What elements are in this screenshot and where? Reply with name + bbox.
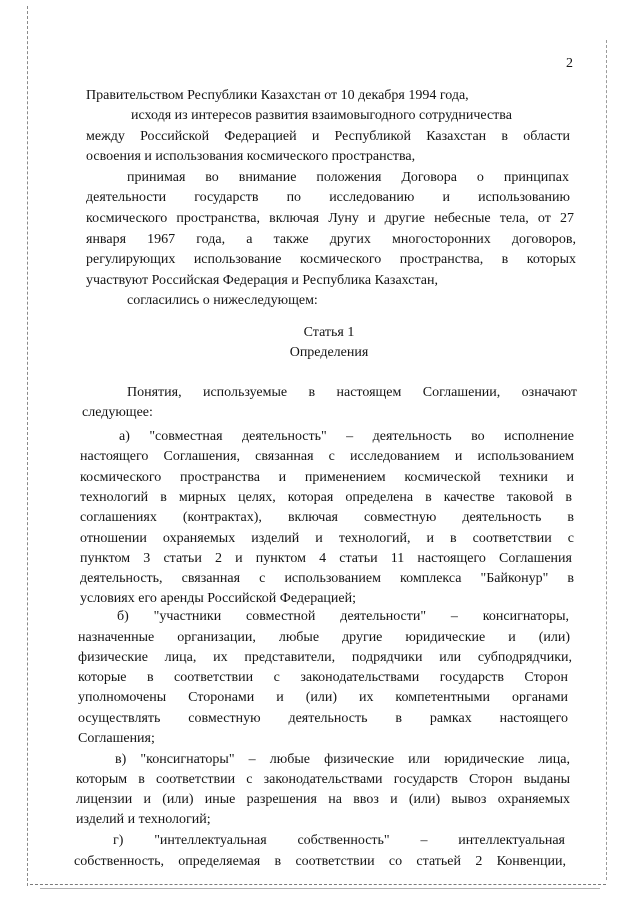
text-line: условиях его аренды Российской Федерацией; (80, 591, 357, 606)
text-line: следующее: (82, 405, 153, 420)
text-line: соглашениях (контрактах), включая совместную деятельность в (80, 510, 574, 525)
text-line: космического пространства, включая Луну и другие небесные тела, от 27 (86, 211, 574, 226)
text-line: освоения и использования космического пространства, (86, 149, 416, 164)
text-line: Соглашения; (78, 731, 155, 746)
text-line: настоящего Соглашения, связанная с исследованием и использованием (80, 449, 574, 464)
text-line: между Российской Федерацией и Республикой Казахстан в области (86, 129, 570, 144)
scan-border-left (27, 6, 28, 886)
text-line: осуществлять совместную деятельность в рамках настоящего (78, 711, 568, 726)
text-line: космического пространства и применением космической техники и (80, 470, 574, 485)
text-line: б) "участники совместной деятельности" – консигнаторы, (117, 609, 569, 624)
text-line: Понятия, используемые в настоящем Соглашении, означают (127, 385, 577, 400)
text-line: Правительством Республики Казахстан от 10 декабря 1994 года, (86, 88, 469, 103)
text-line: технологий в мирных целях, которая определена в качестве таковой в (80, 490, 572, 505)
text-line: принимая во внимание положения Договора о принципах (127, 170, 569, 185)
text-line: г) "интеллектуальная собственность" – интеллектуальная (113, 833, 565, 848)
text-line: отношении охраняемых изделий и технологий, и в соответствии с (80, 531, 574, 546)
text-line: регулирующих использование космического пространства, в которых (86, 252, 576, 267)
text-line: участвуют Российская Федерация и Республика Казахстан, (86, 273, 438, 288)
text-line: а) "совместная деятельность" – деятельность во исполнение (119, 429, 574, 444)
text-line: которым в соответствии с законодательствами государств Сторон выданы (76, 772, 570, 787)
text-line: лицензии и (или) иные разрешения на ввоз и (или) вывоз охраняемых (76, 792, 570, 807)
text-line: согласились о нижеследующем: (127, 293, 318, 308)
text-line: назначенные организации, любые другие юридические и (или) (78, 630, 570, 645)
text-line: изделий и технологий; (76, 812, 211, 827)
text-line: пунктом 3 статьи 2 и пунктом 4 статьи 11 настоящего Соглашения (80, 551, 572, 566)
text-line: деятельности государств по исследованию и использованию (86, 190, 570, 205)
scan-border-bottom-shadow (40, 888, 600, 889)
scan-border-right (606, 40, 607, 880)
text-line: января 1967 года, а также других многосторонних договоров, (86, 232, 576, 247)
text-line: исходя из интересов развития взаимовыгодного сотрудничества (131, 108, 512, 123)
text-line: которые в соответствии с законодательствами государств Сторон (78, 670, 568, 685)
text-line: деятельность, связанная с использованием комплекса "Байконур" в (80, 571, 574, 586)
page-number: 2 (566, 56, 573, 71)
text-line: собственность, определяемая в соответствии со статьей 2 Конвенции, (74, 854, 566, 869)
article-number: Статья 1 (303, 325, 355, 340)
text-line: в) "консигнаторы" – любые физические или юридические лица, (115, 752, 570, 767)
text-line: уполномочены Сторонами и (или) их компетентными органами (78, 690, 568, 705)
text-line: физические лица, их представители, подрядчики или субподрядчики, (78, 650, 572, 665)
article-title: Определения (289, 345, 369, 360)
scan-border-bottom (30, 884, 606, 885)
